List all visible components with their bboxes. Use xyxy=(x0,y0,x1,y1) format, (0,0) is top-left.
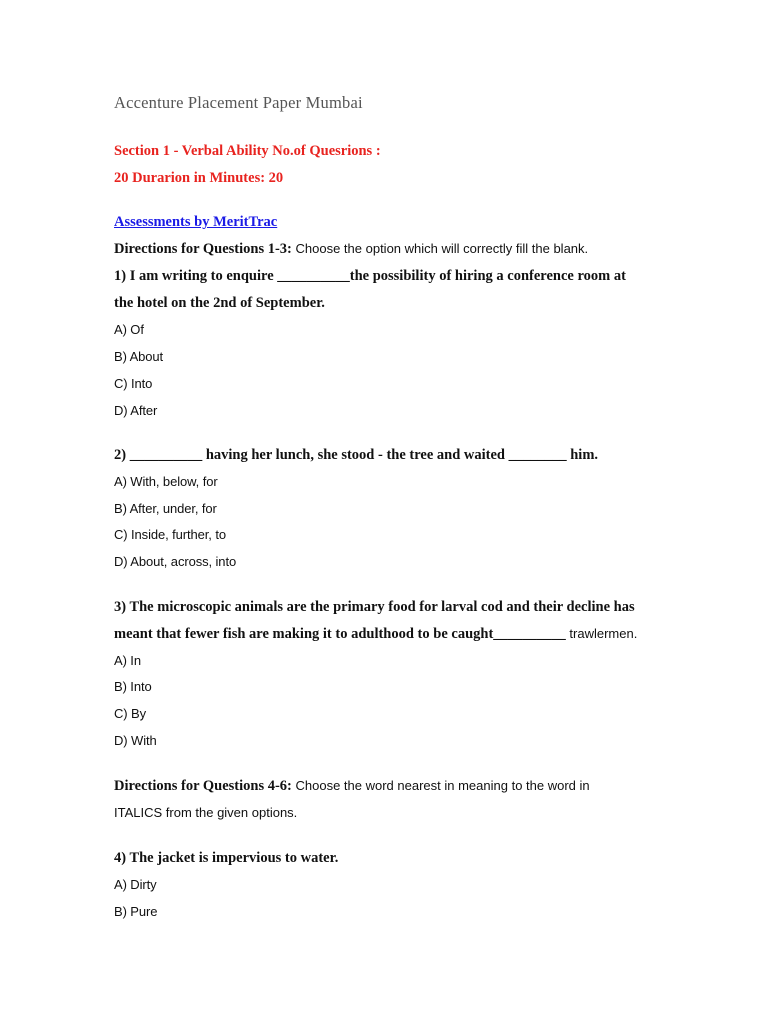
question-2-option-d: D) About, across, into xyxy=(114,554,237,569)
question-2-option-b: B) After, under, for xyxy=(114,501,217,516)
question-1-option-b: B) About xyxy=(114,349,164,364)
question-3-option-d: D) With xyxy=(114,733,157,748)
section-heading-line1: Section 1 - Verbal Ability No.of Quesrions : xyxy=(114,143,381,159)
directions-1-label: Directions for Questions 1-3: xyxy=(114,241,292,257)
document-title: Accenture Placement Paper Mumbai xyxy=(114,93,363,112)
section-heading-line2: 20 Durarion in Minutes: 20 xyxy=(114,170,284,186)
question-1-option-c: C) Into xyxy=(114,376,153,391)
assessments-link[interactable]: Assessments by MeritTrac xyxy=(114,214,278,230)
question-2-option-c: C) Inside, further, to xyxy=(114,527,226,542)
directions-2-label: Directions for Questions 4-6: xyxy=(114,778,292,794)
question-3-line2-bold: meant that fewer fish are making it to adulthood to be caught__________ xyxy=(114,626,566,642)
directions-2-text-line2: ITALICS from the given options. xyxy=(114,805,298,820)
question-3-line2-plain: trawlermen. xyxy=(565,626,638,641)
directions-1 xyxy=(114,240,588,258)
question-1-line1: 1) I am writing to enquire __________the possibility of hiring a conference room at xyxy=(114,268,626,284)
question-1-line2: the hotel on the 2nd of September. xyxy=(114,295,325,311)
question-3-line2 xyxy=(114,625,637,643)
question-2-option-a: A) With, below, for xyxy=(114,474,218,489)
question-3-option-b: B) Into xyxy=(114,679,152,694)
question-2-line1: 2) __________ having her lunch, she stood - the tree and waited ________ him. xyxy=(114,447,599,463)
question-4-option-a: A) Dirty xyxy=(114,877,157,892)
question-3-option-c: C) By xyxy=(114,706,147,721)
question-3-line1: 3) The microscopic animals are the primary food for larval cod and their decline has xyxy=(114,599,635,615)
directions-2 xyxy=(114,777,590,795)
directions-1-text: Choose the option which will correctly fill the blank. xyxy=(291,241,589,256)
question-4-line1: 4) The jacket is impervious to water. xyxy=(114,850,339,866)
question-3-option-a: A) In xyxy=(114,653,141,668)
question-1-option-a: A) Of xyxy=(114,322,144,337)
question-1-option-d: D) After xyxy=(114,403,158,418)
question-4-option-b: B) Pure xyxy=(114,904,158,919)
directions-2-text: Choose the word nearest in meaning to the word in xyxy=(291,778,590,793)
